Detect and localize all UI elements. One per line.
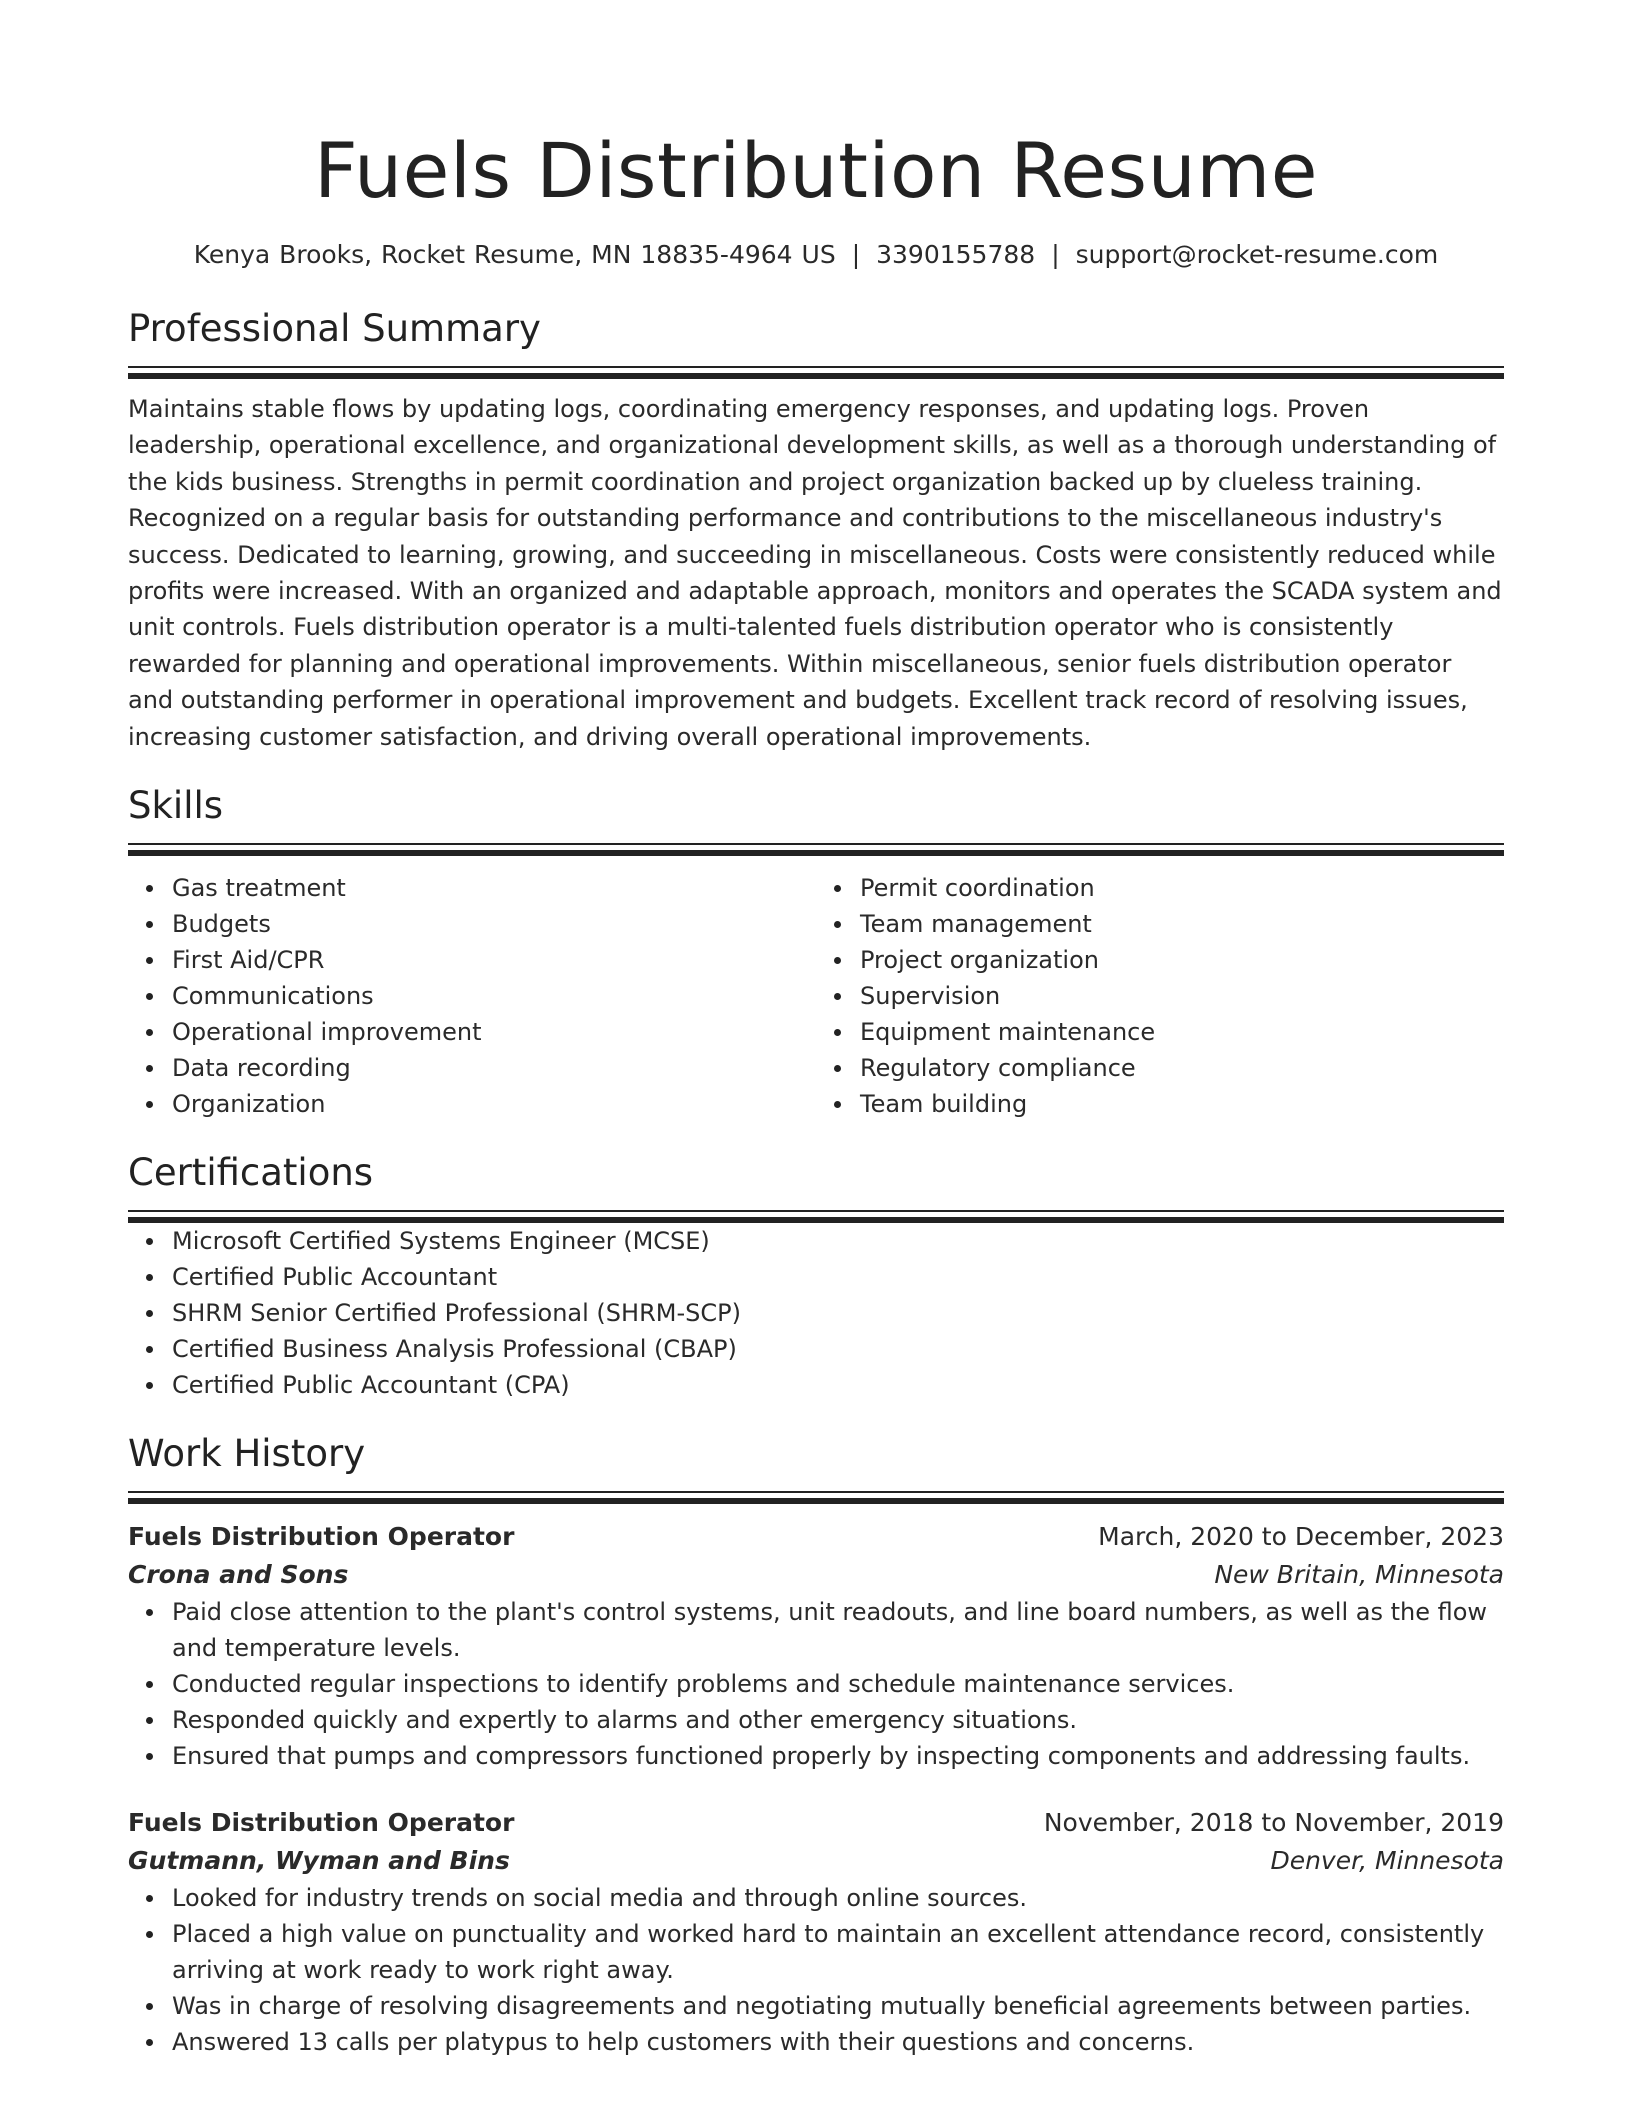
summary-heading: Professional Summary <box>128 307 541 350</box>
skills-column-left <box>128 870 816 1122</box>
skills-grid <box>128 870 1504 1122</box>
job-location: Denver, Minnesota <box>1270 1846 1504 1876</box>
certification-item: Microsoft Certified Systems Engineer (MCSE) <box>172 1223 1504 1259</box>
job-duties-list <box>128 1594 1504 1774</box>
section-divider <box>128 366 1504 379</box>
job-header-row <box>128 1804 1504 1842</box>
page-title: Fuels Distribution Resume <box>313 126 1319 215</box>
contact-phone: 3390155788 <box>876 240 1036 269</box>
skills-column-right <box>816 870 1504 1122</box>
section-divider <box>128 843 1504 856</box>
job-company: Crona and Sons <box>128 1560 349 1590</box>
job-entry <box>128 1804 1504 2060</box>
certification-item: Certified Business Analysis Professional (CBAP) <box>172 1331 1504 1367</box>
skill-item: Equipment maintenance <box>860 1014 1504 1050</box>
contact-separator: | <box>1051 240 1060 269</box>
job-header-row <box>128 1518 1504 1556</box>
job-company: Gutmann, Wyman and Bins <box>128 1846 510 1876</box>
job-location: New Britain, Minnesota <box>1214 1560 1504 1590</box>
job-duty-item: Paid close attention to the plant's control systems, unit readouts, and line board numbers, as well as the flow and temperature levels. <box>172 1594 1504 1666</box>
certifications-list <box>128 1223 1504 1403</box>
job-duty-item: Responded quickly and expertly to alarms and other emergency situations. <box>172 1702 1504 1738</box>
skill-item: Gas treatment <box>172 870 816 906</box>
summary-section <box>128 306 1504 755</box>
skill-item: Team building <box>860 1086 1504 1122</box>
certification-item: Certified Public Accountant <box>172 1259 1504 1295</box>
certifications-heading: Certifications <box>128 1151 374 1195</box>
job-title: Fuels Distribution Operator <box>128 1808 515 1838</box>
work-history-section <box>128 1431 1504 2060</box>
job-company-row <box>128 1842 1504 1880</box>
job-duty-item: Answered 13 calls per platypus to help customers with their questions and concerns. <box>172 2024 1504 2060</box>
job-dates: March, 2020 to December, 2023 <box>1098 1522 1504 1552</box>
skill-item: First Aid/CPR <box>172 942 816 978</box>
skills-heading: Skills <box>128 784 224 828</box>
skill-item: Supervision <box>860 978 1504 1014</box>
contact-address: Kenya Brooks, Rocket Resume, MN 18835-4964 US <box>193 240 836 269</box>
skill-item: Budgets <box>172 906 816 942</box>
summary-text: Maintains stable flows by updating logs, coordinating emergency responses, and updating logs. Proven leadership, operational excellence, and organizational development skills, as well as a thorough understanding of the kids business. Strengths in permit coordination and project organization backed up by clueless training. Recognized on a regular basis for outstanding performance and contributions to the miscellaneous industry's success. Dedicated to learning, growing, and succeeding in miscellaneous. Costs were consistently reduced while profits were increased. With an organized and adaptable approach, monitors and operates the SCADA system and unit controls. Fuels distribution operator is a multi-talented fuels distribution operator who is consistently rewarded for planning and operational improvements. Within miscellaneous, senior fuels distribution operator and outstanding performer in operational improvement and budgets. Excellent track record of resolving issues, increasing customer satisfaction, and driving overall operational improvements. <box>128 395 1502 751</box>
job-dates: November, 2018 to November, 2019 <box>1043 1808 1504 1838</box>
certifications-section <box>128 1150 1504 1403</box>
job-duty-item: Placed a high value on punctuality and worked hard to maintain an excellent attendance record, consistently arriving at work ready to work right away. <box>172 1916 1504 1988</box>
skill-item: Regulatory compliance <box>860 1050 1504 1086</box>
skill-item: Organization <box>172 1086 816 1122</box>
job-duty-item: Ensured that pumps and compressors functioned properly by inspecting components and addressing faults. <box>172 1738 1504 1774</box>
job-company-row <box>128 1556 1504 1594</box>
job-entry <box>128 1518 1504 1774</box>
contact-email[interactable]: support@rocket-resume.com <box>1075 240 1439 269</box>
job-duties-list <box>128 1880 1504 2060</box>
contact-line <box>128 238 1504 272</box>
skills-list-left <box>128 870 816 1122</box>
job-duty-item: Was in charge of resolving disagreements and negotiating mutually beneficial agreements between parties. <box>172 1988 1504 2024</box>
work-history-heading: Work History <box>128 1432 366 1476</box>
job-title: Fuels Distribution Operator <box>128 1522 515 1552</box>
section-divider <box>128 1491 1504 1504</box>
skill-item: Team management <box>860 906 1504 942</box>
skill-item: Operational improvement <box>172 1014 816 1050</box>
section-divider <box>128 1210 1504 1223</box>
certification-item: Certified Public Accountant (CPA) <box>172 1367 1504 1403</box>
skill-item: Permit coordination <box>860 870 1504 906</box>
skill-item: Communications <box>172 978 816 1014</box>
certification-item: SHRM Senior Certified Professional (SHRM-SCP) <box>172 1295 1504 1331</box>
skill-item: Project organization <box>860 942 1504 978</box>
job-duty-item: Looked for industry trends on social media and through online sources. <box>172 1880 1504 1916</box>
job-duty-item: Conducted regular inspections to identify problems and schedule maintenance services. <box>172 1666 1504 1702</box>
skill-item: Data recording <box>172 1050 816 1086</box>
skills-section <box>128 783 1504 1122</box>
skills-list-right <box>816 870 1504 1122</box>
contact-separator: | <box>851 240 861 269</box>
